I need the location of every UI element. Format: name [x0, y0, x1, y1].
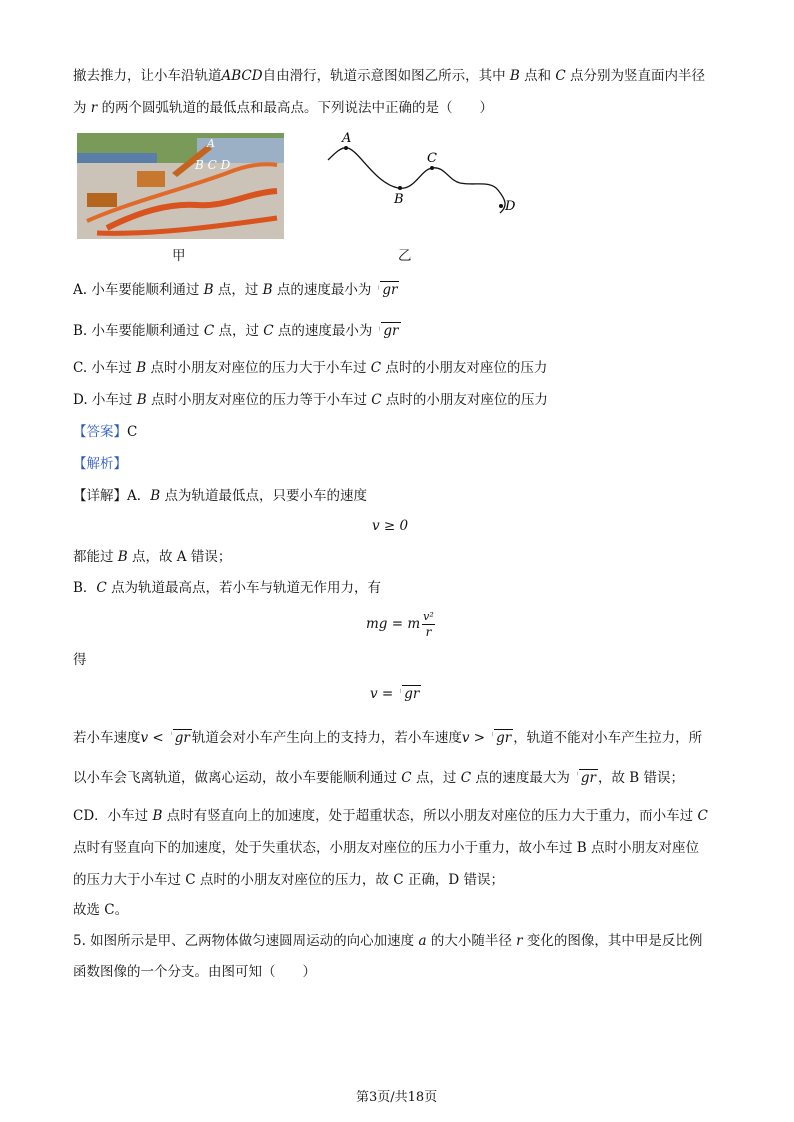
answer-line — [73, 422, 137, 442]
explanation-line-8: 点时有竖直向下的加速度，处于失重状态，小朋友对座位的压力小于重力，故小车过 B 点时小朋友对座位 — [73, 840, 700, 856]
track-label: ABCD — [221, 68, 263, 84]
equation-v-sqrt-gr: v = gr — [370, 686, 420, 702]
explanation-line-5: 若小车速度v < gr 轨道会对小车产生向上的支持力，若小车速度v > gr ，轨道不能对小车产生拉力，所 — [73, 730, 703, 746]
answer-label: 【答案】 — [73, 424, 127, 440]
explanation-line-4: 得 — [73, 652, 87, 668]
point-a-label: A — [342, 131, 352, 146]
answer-value: C — [127, 424, 138, 440]
explanation-line-1: 【详解】A．B 点为轨道最低点，只要小车的速度 — [73, 488, 367, 504]
explanation-line-10: 故选 C。 — [73, 902, 129, 918]
intro-text: 的两个圆弧轨道的最低点和最高点。下列说法中正确的是（ ） — [101, 100, 494, 116]
equation-mg: mg = m $\frac{\text{v²}}{r}$ — [366, 610, 434, 639]
explanation-line-6: 以小车会飞离轨道，做离心运动，故小车要能顺利通过 C 点，过 C 点的速度最大为 gr ，故 B 错误； — [73, 770, 684, 786]
intro-text: 自由滑行，轨道示意图如图乙所示，其中 — [262, 68, 506, 84]
intro-text: 为 — [73, 100, 87, 116]
point-c-label: C — [427, 151, 437, 166]
radius-symbol: r — [90, 100, 98, 116]
sqrt-gr: gr — [371, 280, 399, 300]
question-5-line-2: 函数图像的一个分支。由图可知（ ） — [73, 964, 316, 980]
analysis-label: 【解析】 — [73, 456, 127, 472]
page-number: 第3页/共18页 — [356, 1090, 438, 1105]
sqrt-gr: gr — [372, 321, 400, 341]
equation-v-ge-0: v ≥ 0 — [372, 518, 409, 534]
point-label: C — [555, 68, 566, 84]
fraction-v2-r: $\frac{\text{v²}}{r}$ — [423, 610, 434, 639]
figure-jia-caption: 甲 — [172, 248, 186, 264]
intro-line-2 — [73, 98, 493, 118]
option-a: A. 小车要能顺利通过 B 点，过 B 点的速度最小为 gr — [73, 282, 398, 298]
option-d: D. 小车过 B 点时小朋友对座位的压力等于小车过 C 点时的小朋友对座位的压力 — [73, 392, 548, 408]
point-label: B — [509, 68, 520, 84]
explanation-line-7: CD．小车过 B 点时有竖直向上的加速度，处于超重状态，所以小朋友对座位的压力大于重力，而小车过 C — [73, 808, 708, 824]
point-b-label: B — [394, 192, 404, 207]
question-5-line-1: 5. 如图所示是甲、乙两物体做匀速圆周运动的向心加速度 a 的大小随半径 r 变化的图像，其中甲是反比例 — [73, 933, 703, 949]
explanation-line-3: B．C 点为轨道最高点，若小车与轨道无作用力，有 — [73, 580, 382, 596]
explanation-line-2: 都能过 B 点，故 A 错误； — [73, 549, 232, 565]
intro-text: 点分别为竖直面内半径 — [570, 68, 706, 84]
photo-overlay-label: B C D — [195, 158, 231, 172]
figure-yi-diagram — [320, 128, 530, 228]
explanation-line-9: 的压力大于小车过 C 点时的小朋友对座位的压力，故 C 正确，D 错误； — [73, 872, 504, 888]
figure-jia-photo — [77, 133, 284, 239]
intro-text: 点和 — [524, 68, 552, 84]
figure-yi-caption: 乙 — [398, 248, 412, 264]
option-c: C. 小车过 B 点时小朋友对座位的压力大于小车过 C 点时的小朋友对座位的压力 — [73, 360, 548, 376]
intro-text: 撤去推力，让小车沿轨道 — [73, 68, 222, 84]
intro-line-1 — [73, 66, 705, 86]
point-d-label: D — [505, 199, 516, 214]
photo-overlay-label-a: A — [207, 137, 215, 150]
option-b: B. 小车要能顺利通过 C 点，过 C 点的速度最小为 gr — [73, 323, 399, 339]
amusement-track-photo — [77, 133, 284, 239]
